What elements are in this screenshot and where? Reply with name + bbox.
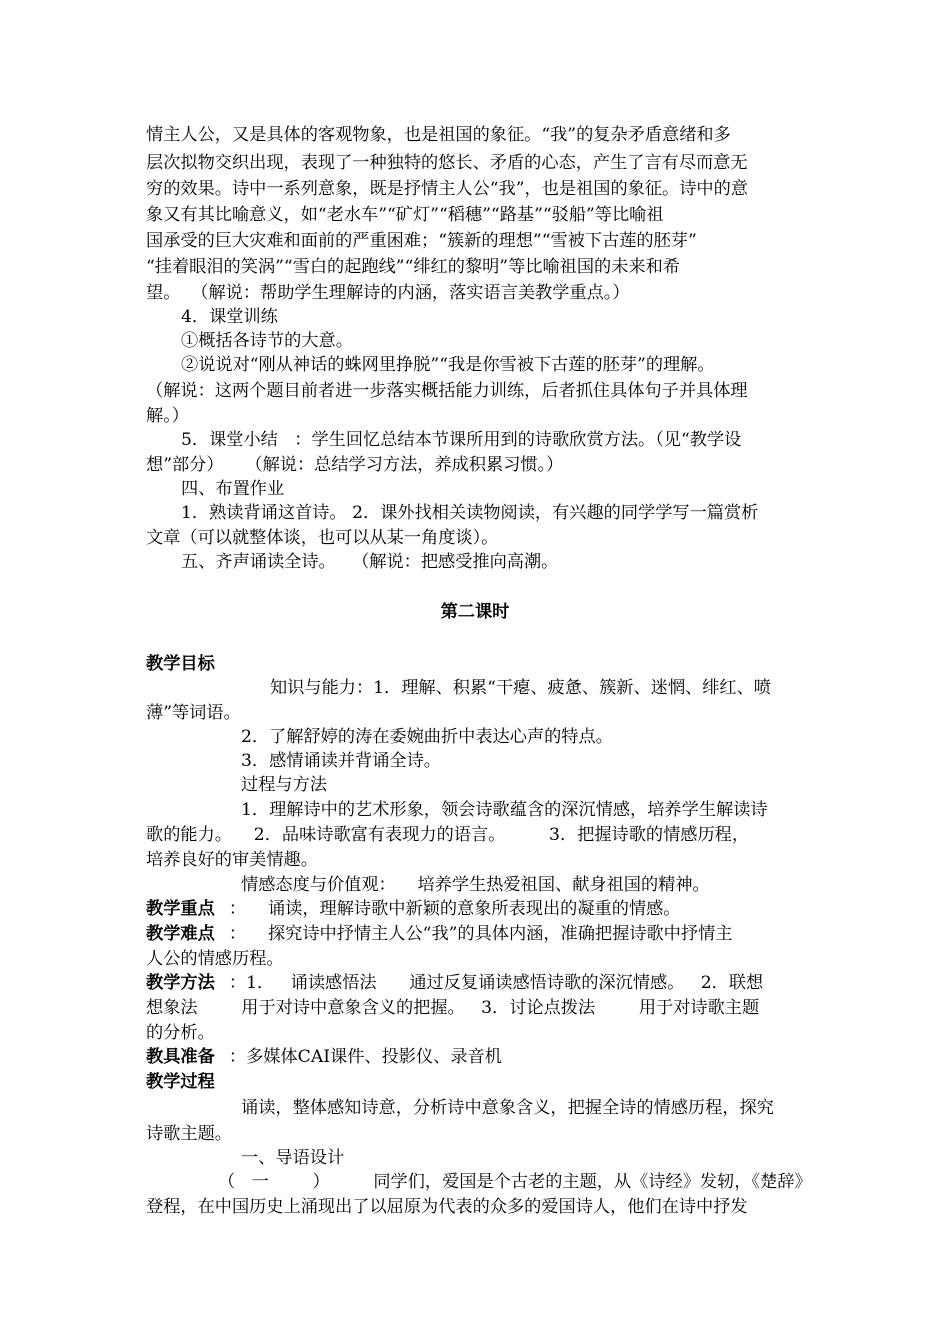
paragraph-line: 1．熟读背诵这首诗。 2．课外找相关读物阅读，有兴趣的同学学写一篇赏析 <box>181 503 759 523</box>
paragraph-line: 想象法 用于对诗中意象含义的把握。 3．讨论点拨法 用于对诗歌主题 <box>146 998 760 1018</box>
process-label: 教学过程 <box>146 1072 215 1092</box>
paragraph-line: 穷的效果。诗中一系列意象，既是抒情主人公“我”，也是祖国的象征。诗中的意 <box>146 179 748 199</box>
list-item: ①概括各诗节的大意。 <box>181 331 353 351</box>
paragraph-line: 情感态度与价值观： 培养学生热爱祖国、献身祖国的精神。 <box>241 875 710 895</box>
paragraph-line: 知识与能力：1．理解、积累“干瘪、疲惫、簇新、迷惘、绯红、喷 <box>270 678 771 698</box>
paragraph-line: 登程，在中国历史上涌现出了以屈原为代表的众多的爱国诗人，他们在诗中抒发 <box>146 1197 748 1217</box>
tools-text: ：多媒体CAI课件、投影仪、录音机 <box>218 1047 502 1067</box>
section-title: 4．课堂训练 <box>181 307 278 327</box>
paragraph-line: 层次拟物交织出现，表现了一种独特的悠长、矛盾的心态，产生了言有尽而意无 <box>146 153 748 173</box>
difficulty-label: 教学难点 <box>146 924 215 944</box>
section-title: 一、导语设计 <box>241 1148 345 1168</box>
goals-label: 教学目标 <box>146 654 215 674</box>
paragraph-line: 5．课堂小结 ：学生回忆总结本节课所用到的诗歌欣赏方法。（见“教学设 <box>181 430 742 450</box>
list-item: ②说说对“刚从神话的蛛网里挣脱”“我是你雪被下古莲的胚芽”的理解。 <box>181 355 715 375</box>
section-title: 五、齐声诵读全诗。 （解说：把感受推向高潮。 <box>181 552 559 572</box>
difficulty-text: ： 探究诗中抒情主人公“我”的具体内涵，准确把握诗歌中抒情主 <box>218 924 733 944</box>
paragraph-line: 情主人公，又是具体的客观物象，也是祖国的象征。“我”的复杂矛盾意绪和多 <box>146 125 731 145</box>
paragraph-line: 诵读，整体感知诗意，分析诗中意象含义，把握全诗的情感历程，探究 <box>241 1098 774 1118</box>
paragraph-line: 人公的情感历程。 <box>146 949 284 969</box>
method-text: ：1． 诵读感悟法 通过反复诵读感悟诗歌的深沉情感。 2．联想 <box>218 973 764 993</box>
paragraph-line: （解说：这两个题目前者进一步落实概括能力训练，后者抓住具体句子并具体理 <box>146 381 748 401</box>
paragraph-line: 解。） <box>146 406 189 426</box>
paragraph-line: 诗歌主题。 <box>146 1124 232 1144</box>
paragraph-line: 培养良好的审美情趣。 <box>146 850 318 870</box>
paragraph-line: 文章（可以就整体谈，也可以从某一角度谈）。 <box>146 528 499 548</box>
tools-label: 教具准备 <box>146 1047 215 1067</box>
paragraph-line: 国承受的巨大灾难和面前的严重困难；“簇新的理想”“雪被下古莲的胚芽” <box>146 231 697 251</box>
lesson-title: 第二课时 <box>440 602 510 622</box>
paragraph-line: 歌的能力。 2．品味诗歌富有表现力的语言。 3．把握诗歌的情感历程， <box>146 825 750 845</box>
paragraph-line: 薄”等词语。 <box>146 703 241 723</box>
list-item: 3．感情诵读并背诵全诗。 <box>241 751 441 771</box>
paragraph-line: 想”部分） （解说：总结学习方法，养成积累习惯。） <box>146 455 564 475</box>
paragraph-line: 的分析。 <box>146 1023 215 1043</box>
key-points-text: ： 诵读，理解诗歌中新颖的意象所表现出的凝重的情感。 <box>218 899 681 919</box>
list-item: 2．了解舒婷的涛在委婉曲折中表达心声的特点。 <box>241 727 613 747</box>
paragraph-line: 1．理解诗中的艺术形象，领会诗歌蕴含的深沉情感，培养学生解读诗 <box>241 800 768 820</box>
paragraph-line: 象又有其比喻意义，如“老水车”“矿灯”“稻穗”“路基”“驳船”等比喻祖 <box>146 205 664 225</box>
method-label: 教学方法 <box>146 973 215 993</box>
key-points-label: 教学重点 <box>146 899 215 919</box>
paragraph-line: 望。 （解说：帮助学生理解诗的内涵，落实语言美教学重点。） <box>146 283 630 303</box>
section-title: 四、布置作业 <box>181 479 285 499</box>
paragraph-line: （ 一 ） 同学们，爱国是个古老的主题，从《诗经》发轫，《楚辞》 <box>218 1172 812 1192</box>
section-title: 过程与方法 <box>241 775 327 795</box>
paragraph-line: “挂着眼泪的笑涡”“雪白的起跑线”“绯红的黎明”等比喻祖国的未来和希 <box>146 257 680 277</box>
